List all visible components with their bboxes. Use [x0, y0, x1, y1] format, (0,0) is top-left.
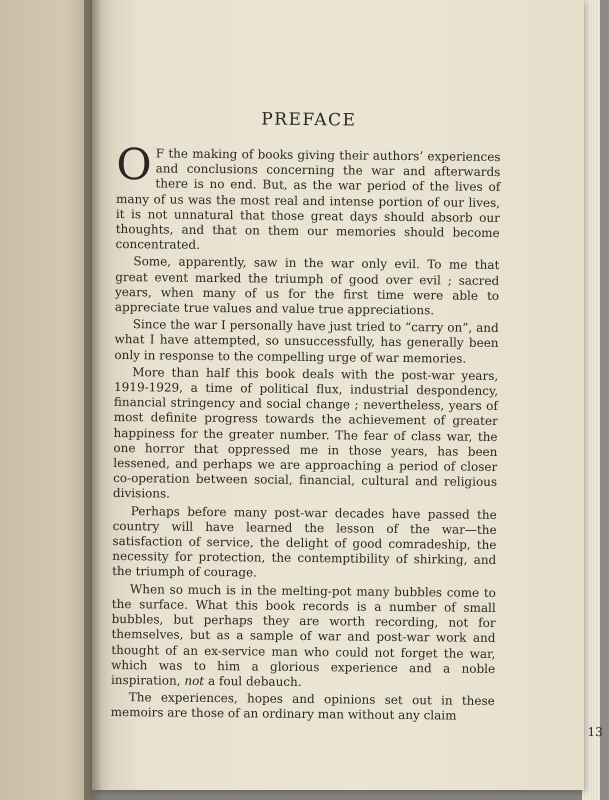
facing-page [0, 0, 92, 800]
paragraph-2: Some, apparently, saw in the war only evil. To me that great event marked the triumph of good over evil ; sacred years, when many of us for the first time were able to appreciate true values and value true appreciations. [114, 254, 500, 318]
paragraph-3: Since the war I personally have just tried to “carry on”, and what I have attempted, so unsuccessfully, has generally been only in response to the compelling urge of war memories. [114, 317, 499, 366]
gutter-shadow [84, 0, 102, 800]
paragraph-5: Perhaps before many post-war decades have passed the country will have learned the lesson of the war—the satisfaction of service, the delight of good comradeship, the necessity for protection, the contemptibility of shirking, and the triumph of courage. [112, 503, 497, 580]
paragraph-6 [111, 582, 496, 692]
page-edges [582, 0, 603, 800]
paragraph-7: The experiences, hopes and opinions set out in these memoirs are those of an ordinary man without any claim [110, 690, 495, 723]
paragraph-6-end: a foul debauch. [204, 673, 302, 689]
page-title: PREFACE [261, 109, 357, 131]
emphasis-not: not [184, 673, 205, 688]
paragraph-1-text: F the making of books giving their authors’ experiences and conclusions concerning the war and afterwards there is no end. But, as the war period of the lives of many of us was the most real and intense portion of our lives, it is not unnatural that those great days should absorb our thoughts, and that on them our memories should become concentrated. [115, 146, 501, 253]
page-number: 13 [587, 724, 603, 740]
page-text-block [110, 108, 603, 740]
paragraph-4: More than half this book deals with the post-war years, 1919-1929, a time of political flux, industrial despondency, financial stringency and social change ; nevertheless, years of most definite progress towards the achievement of greater happiness for the greater number. The fear of class war, the one horror that oppressed me in those years, has been lessened, and perhaps we are approaching a period of closer co-operation between social, financial, cultural and religious divisions. [112, 365, 499, 502]
paragraph-1 [115, 139, 501, 256]
drop-cap: O [116, 139, 152, 191]
paragraph-6-text: When so much is in the melting-pot many bubbles come to the surface. What this book records is a number of small bubbles, but perhaps they are worth recording, not for themselves, but as a sample of war and post-war work and thought of an ex-service man who could not forget the war, which was to him a glorious experience and a noble inspiration, [110, 581, 497, 688]
